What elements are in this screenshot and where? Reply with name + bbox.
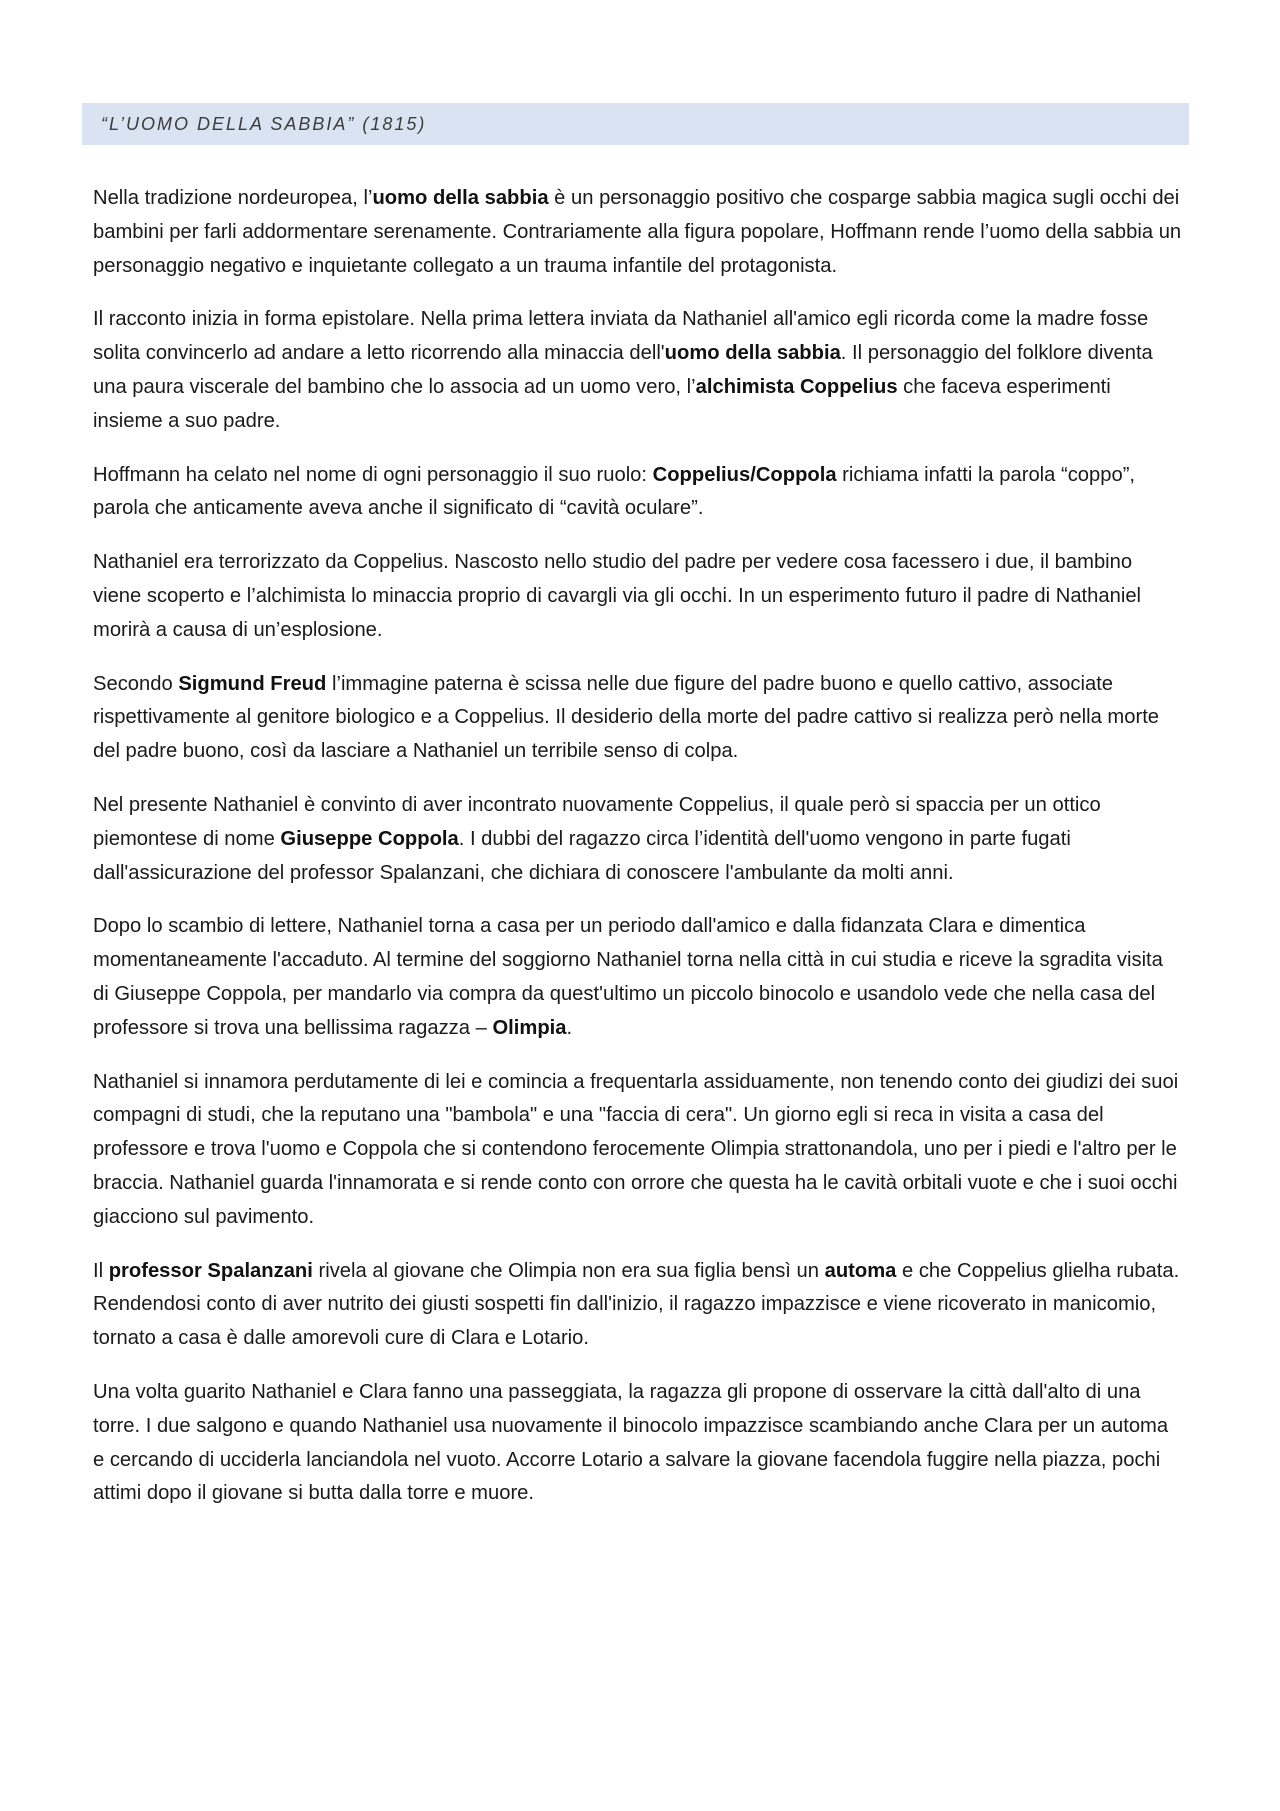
bold-term: Olimpia (492, 1016, 567, 1039)
text-run: Hoffmann ha celato nel nome di ogni personaggio il suo ruolo: (93, 463, 653, 486)
text-run: Nathaniel si innamora perdutamente di lei e comincia a frequentarla assiduamente, non tenendo conto dei giudizi dei suoi compagni di studi, che la reputano una "bambola" e una "faccia di cera". Un giorno egli si reca in visita a casa del professore e trova l'uomo e Coppola che si contendono ferocemente Olimpia strattonandola, uno per i piedi e l'altro per le braccia. Nathaniel guarda l'innamorata e si rende conto con orrore che questa ha le cavità orbitali vuote e che i suoi occhi giacciono sul pavimento. (93, 1070, 1179, 1228)
paragraph (93, 182, 1183, 283)
text-run: Nathaniel era terrorizzato da Coppelius. Nascosto nello studio del padre per vedere cosa facessero i due, il bambino viene scoperto e l’alchimista lo minaccia proprio di cavargli via gli occhi. In un esperimento futuro il padre di Nathaniel morirà a causa di un’esplosione. (93, 551, 1142, 641)
bold-term: professor Spalanzani (108, 1259, 313, 1282)
paragraph (93, 546, 1183, 647)
paragraph (93, 1255, 1183, 1356)
text-run: Il racconto inizia in forma epistolare. Nella prima lettera inviata da Nathaniel all'amico egli ricorda come la madre fosse solita convincerlo ad andare a letto ricorrendo alla minaccia dell' (93, 308, 1149, 365)
paragraph (93, 789, 1183, 890)
paragraph (93, 668, 1183, 769)
text-run: Nel presente Nathaniel è convinto di aver incontrato nuovamente Coppelius, il quale però si spaccia per un ottico piemontese di nome (93, 793, 1101, 850)
text-run: . Il personaggio del folklore diventa una paura viscerale del bambino che lo associa ad un uomo vero, l’ (93, 342, 1153, 398)
section-heading-bar (82, 103, 1189, 145)
text-run: Dopo lo scambio di lettere, Nathaniel torna a casa per un periodo dall'amico e dalla fidanzata Clara e dimentica momentaneamente l'accaduto. Al termine del soggiorno Nathaniel torna nella città in cui studia e riceve la sgradita visita di Giuseppe Coppola, per mandarlo via compra da quest'ultimo un piccolo binocolo e usandolo vede che nella casa del professore si trova una bellissima ragazza – (93, 915, 1163, 1039)
paragraph (93, 1376, 1183, 1511)
bold-term: uomo della sabbia (664, 342, 841, 365)
text-run: e che Coppelius glielha rubata. Rendendosi conto di aver nutrito dei giusti sospetti fin dall'inizio, il ragazzo impazzisce e viene ricoverato in manicomio, tornato a casa è dalle amorevoli cure di Clara e Lotario. (93, 1259, 1180, 1350)
paragraph (93, 910, 1183, 1045)
text-run: Il (93, 1259, 109, 1282)
paragraph (93, 303, 1183, 438)
bold-term: automa (824, 1259, 897, 1282)
bold-term: Coppelius/Coppola (652, 463, 837, 486)
text-run: . (566, 1016, 573, 1039)
text-run: . I dubbi del ragazzo circa l’identità dell'uomo vengono in parte fugati dall'assicurazione del professor Spalanzani, che dichiara di conoscere l'ambulante da molti anni. (93, 827, 1071, 884)
document-title: “L’UOMO DELLA SABBIA” (1815) (101, 113, 427, 134)
text-run: rivela al giovane che Olimpia non era sua figlia bensì un (312, 1259, 825, 1282)
text-run: Una volta guarito Nathaniel e Clara fanno una passeggiata, la ragazza gli propone di osservare la città dall'alto di una torre. I due salgono e quando Nathaniel usa nuovamente il binocolo impazzisce scambiando anche Clara per un automa e cercando di ucciderla lanciandola nel vuoto. Accorre Lotario a salvare la giovane facendola fuggire nella piazza, pochi attimi dopo il giovane si butta dalla torre e muore. (93, 1380, 1169, 1505)
bold-term: uomo della sabbia (372, 187, 549, 209)
text-run: che faceva esperimenti insieme a suo padre. (93, 375, 1111, 432)
bold-term: Giuseppe Coppola (280, 827, 459, 850)
paragraph (93, 459, 1183, 527)
text-run: l’immagine paterna è scissa nelle due figure del padre buono e quello cattivo, associate rispettivamente al genitore biologico e a Coppelius. Il desiderio della morte del padre cattivo si realizza però nella morte del padre buono, così da lasciare a Nathaniel un terribile senso di colpa. (93, 672, 1160, 763)
bold-term: Sigmund Freud (178, 672, 327, 695)
text-run: Nella tradizione nordeuropea, l’ (93, 187, 373, 209)
document-body (93, 182, 1183, 1531)
text-run: richiama infatti la parola “coppo”, parola che anticamente aveva anche il significato di “cavità oculare”. (93, 463, 1136, 520)
bold-term: alchimista Coppelius (695, 375, 898, 398)
text-run: è un personaggio positivo che cosparge sabbia magica sugli occhi dei bambini per farli addormentare serenamente. Contrariamente alla figura popolare, Hoffmann rende l’uomo della sabbia un personaggio negativo e inquietante collegato a un trauma infantile del protagonista. (93, 187, 1182, 277)
paragraph (93, 1066, 1183, 1235)
text-run: Secondo (93, 672, 179, 695)
